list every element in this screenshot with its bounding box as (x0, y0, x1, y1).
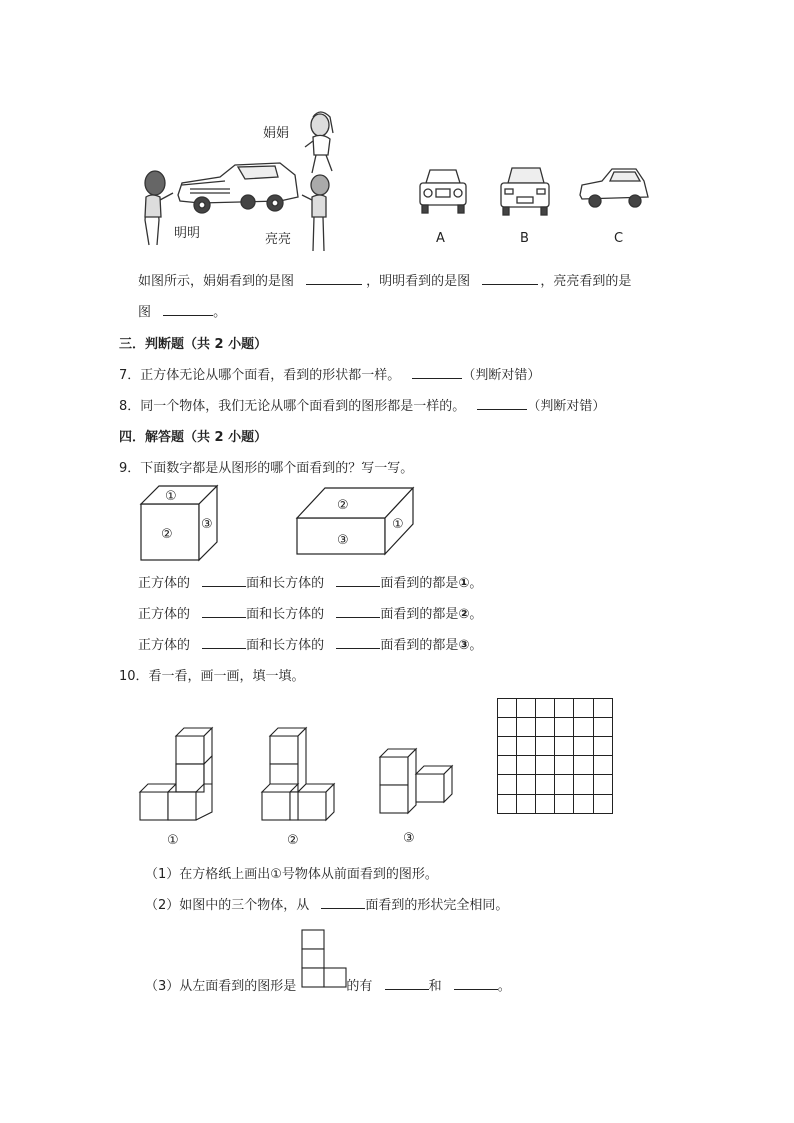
q10-sub3-c: 和 (428, 979, 442, 994)
q6-line2 (138, 301, 226, 320)
q10-sub3-blank-1[interactable] (385, 975, 429, 990)
q9-blank-3a[interactable] (202, 634, 246, 649)
q6-part1: 如图所示，娟娟看到的是图 (138, 274, 295, 289)
q9-blank-3b[interactable] (336, 634, 380, 649)
q9-figure (135, 480, 425, 565)
q9-line-prefix: 正方体的 (138, 576, 191, 591)
q10-sub3-blank-2[interactable] (454, 975, 498, 990)
object-1-drawing (140, 728, 212, 820)
option-b-label: B (520, 231, 529, 246)
car-scene-figure (130, 105, 690, 255)
car-drawing (178, 163, 298, 213)
mingming-label: 明明 (174, 226, 201, 241)
q6-part4: 图 (138, 305, 152, 320)
object-3-drawing (380, 749, 452, 813)
q9-line-middle: 面和长方体的 (246, 607, 325, 622)
q10-sub3-b: 的有 (346, 979, 373, 994)
q9-mark-1: ① (458, 576, 470, 591)
cuboid-side-label: ① (392, 517, 404, 532)
q10-sub2-b: 面看到的形状完全相同。 (365, 898, 509, 913)
section3-title: 三．判断题（共 2 小题） (119, 337, 268, 352)
q10-sub2-a: （2）如图中的三个物体，从 (145, 898, 310, 913)
juanjuan-label: 娟娟 (263, 126, 290, 141)
q10-sub3-a: （3）从左面看到的图形是 (145, 979, 297, 994)
car-front-view-a (420, 170, 466, 213)
q6-part3: ，亮亮看到的是 (540, 274, 632, 289)
option-a-label: A (436, 231, 445, 246)
object-3-label: ③ (403, 831, 415, 846)
q9-line-prefix: 正方体的 (138, 607, 191, 622)
object-1-label: ① (167, 833, 179, 848)
q9-blank-2a[interactable] (202, 603, 246, 618)
q9-answer-line-2 (138, 603, 482, 622)
q9-line-suffix: 面看到的都是 (380, 638, 459, 653)
cube-front-label: ② (161, 527, 173, 542)
q10-sub2-blank[interactable] (321, 894, 365, 909)
q9-line-middle: 面和长方体的 (246, 576, 325, 591)
q8-answer-blank[interactable] (477, 395, 527, 410)
q10-cube-stacks-figure (135, 720, 465, 850)
q8-text: 8．同一个物体，我们无论从哪个面看到的图形都是一样的。 (119, 399, 466, 414)
mingming-figure (145, 171, 173, 245)
option-c-label: C (614, 231, 624, 246)
q7-line (119, 364, 540, 383)
q10-sub1: （1）在方格纸上画出①号物体从前面看到的图形。 (145, 867, 438, 882)
q9-line-middle: 面和长方体的 (246, 638, 325, 653)
cuboid-top-label: ② (337, 498, 349, 513)
q7-answer-blank[interactable] (412, 364, 462, 379)
q6-end: 。 (213, 305, 227, 320)
q6-part2: ，明明看到的是图 (366, 274, 471, 289)
q9-end: 。 (469, 638, 483, 653)
q6-answer-blank-3[interactable] (163, 301, 213, 316)
q9-blank-1b[interactable] (336, 572, 380, 587)
liangliang-label: 亮亮 (265, 232, 292, 247)
q9-blank-1a[interactable] (202, 572, 246, 587)
left-view-shape (301, 929, 349, 989)
object-2-drawing (262, 728, 334, 820)
q8-suffix: （判断对错） (527, 399, 606, 414)
grid-paper[interactable] (497, 698, 613, 814)
juanjuan-figure (305, 112, 333, 173)
q9-blank-2b[interactable] (336, 603, 380, 618)
liangliang-figure (302, 175, 329, 251)
q8-line (119, 395, 605, 414)
q10-end: 。 (497, 979, 511, 994)
section4-title: 四．解答题（共 2 小题） (119, 430, 268, 445)
q9-line-prefix: 正方体的 (138, 638, 191, 653)
q9-mark-3: ③ (458, 638, 470, 653)
car-rear-view-b (501, 168, 549, 215)
q9-end: 。 (469, 576, 483, 591)
q10-sub2 (145, 894, 508, 913)
q10-text: 10．看一看，画一画，填一填。 (119, 669, 305, 684)
q9-mark-2: ② (458, 607, 470, 622)
q7-text: 7．正方体无论从哪个面看，看到的形状都一样。 (119, 368, 401, 383)
q9-line-suffix: 面看到的都是 (380, 576, 459, 591)
q9-end: 。 (469, 607, 483, 622)
q6-answer-blank-1[interactable] (306, 270, 362, 285)
q9-answer-line-1 (138, 572, 482, 591)
q6-answer-blank-2[interactable] (482, 270, 538, 285)
q9-text: 9．下面数字都是从图形的哪个面看到的？写一写。 (119, 461, 414, 476)
object-2-label: ② (287, 833, 299, 848)
q9-answer-line-3 (138, 634, 482, 653)
q7-suffix: （判断对错） (462, 368, 541, 383)
cube-top-label: ① (165, 489, 177, 504)
cube-side-label: ③ (201, 517, 213, 532)
car-side-view-c (580, 169, 648, 207)
q9-line-suffix: 面看到的都是 (380, 607, 459, 622)
q6-line1 (138, 270, 631, 289)
cuboid-front-label: ③ (337, 533, 349, 548)
